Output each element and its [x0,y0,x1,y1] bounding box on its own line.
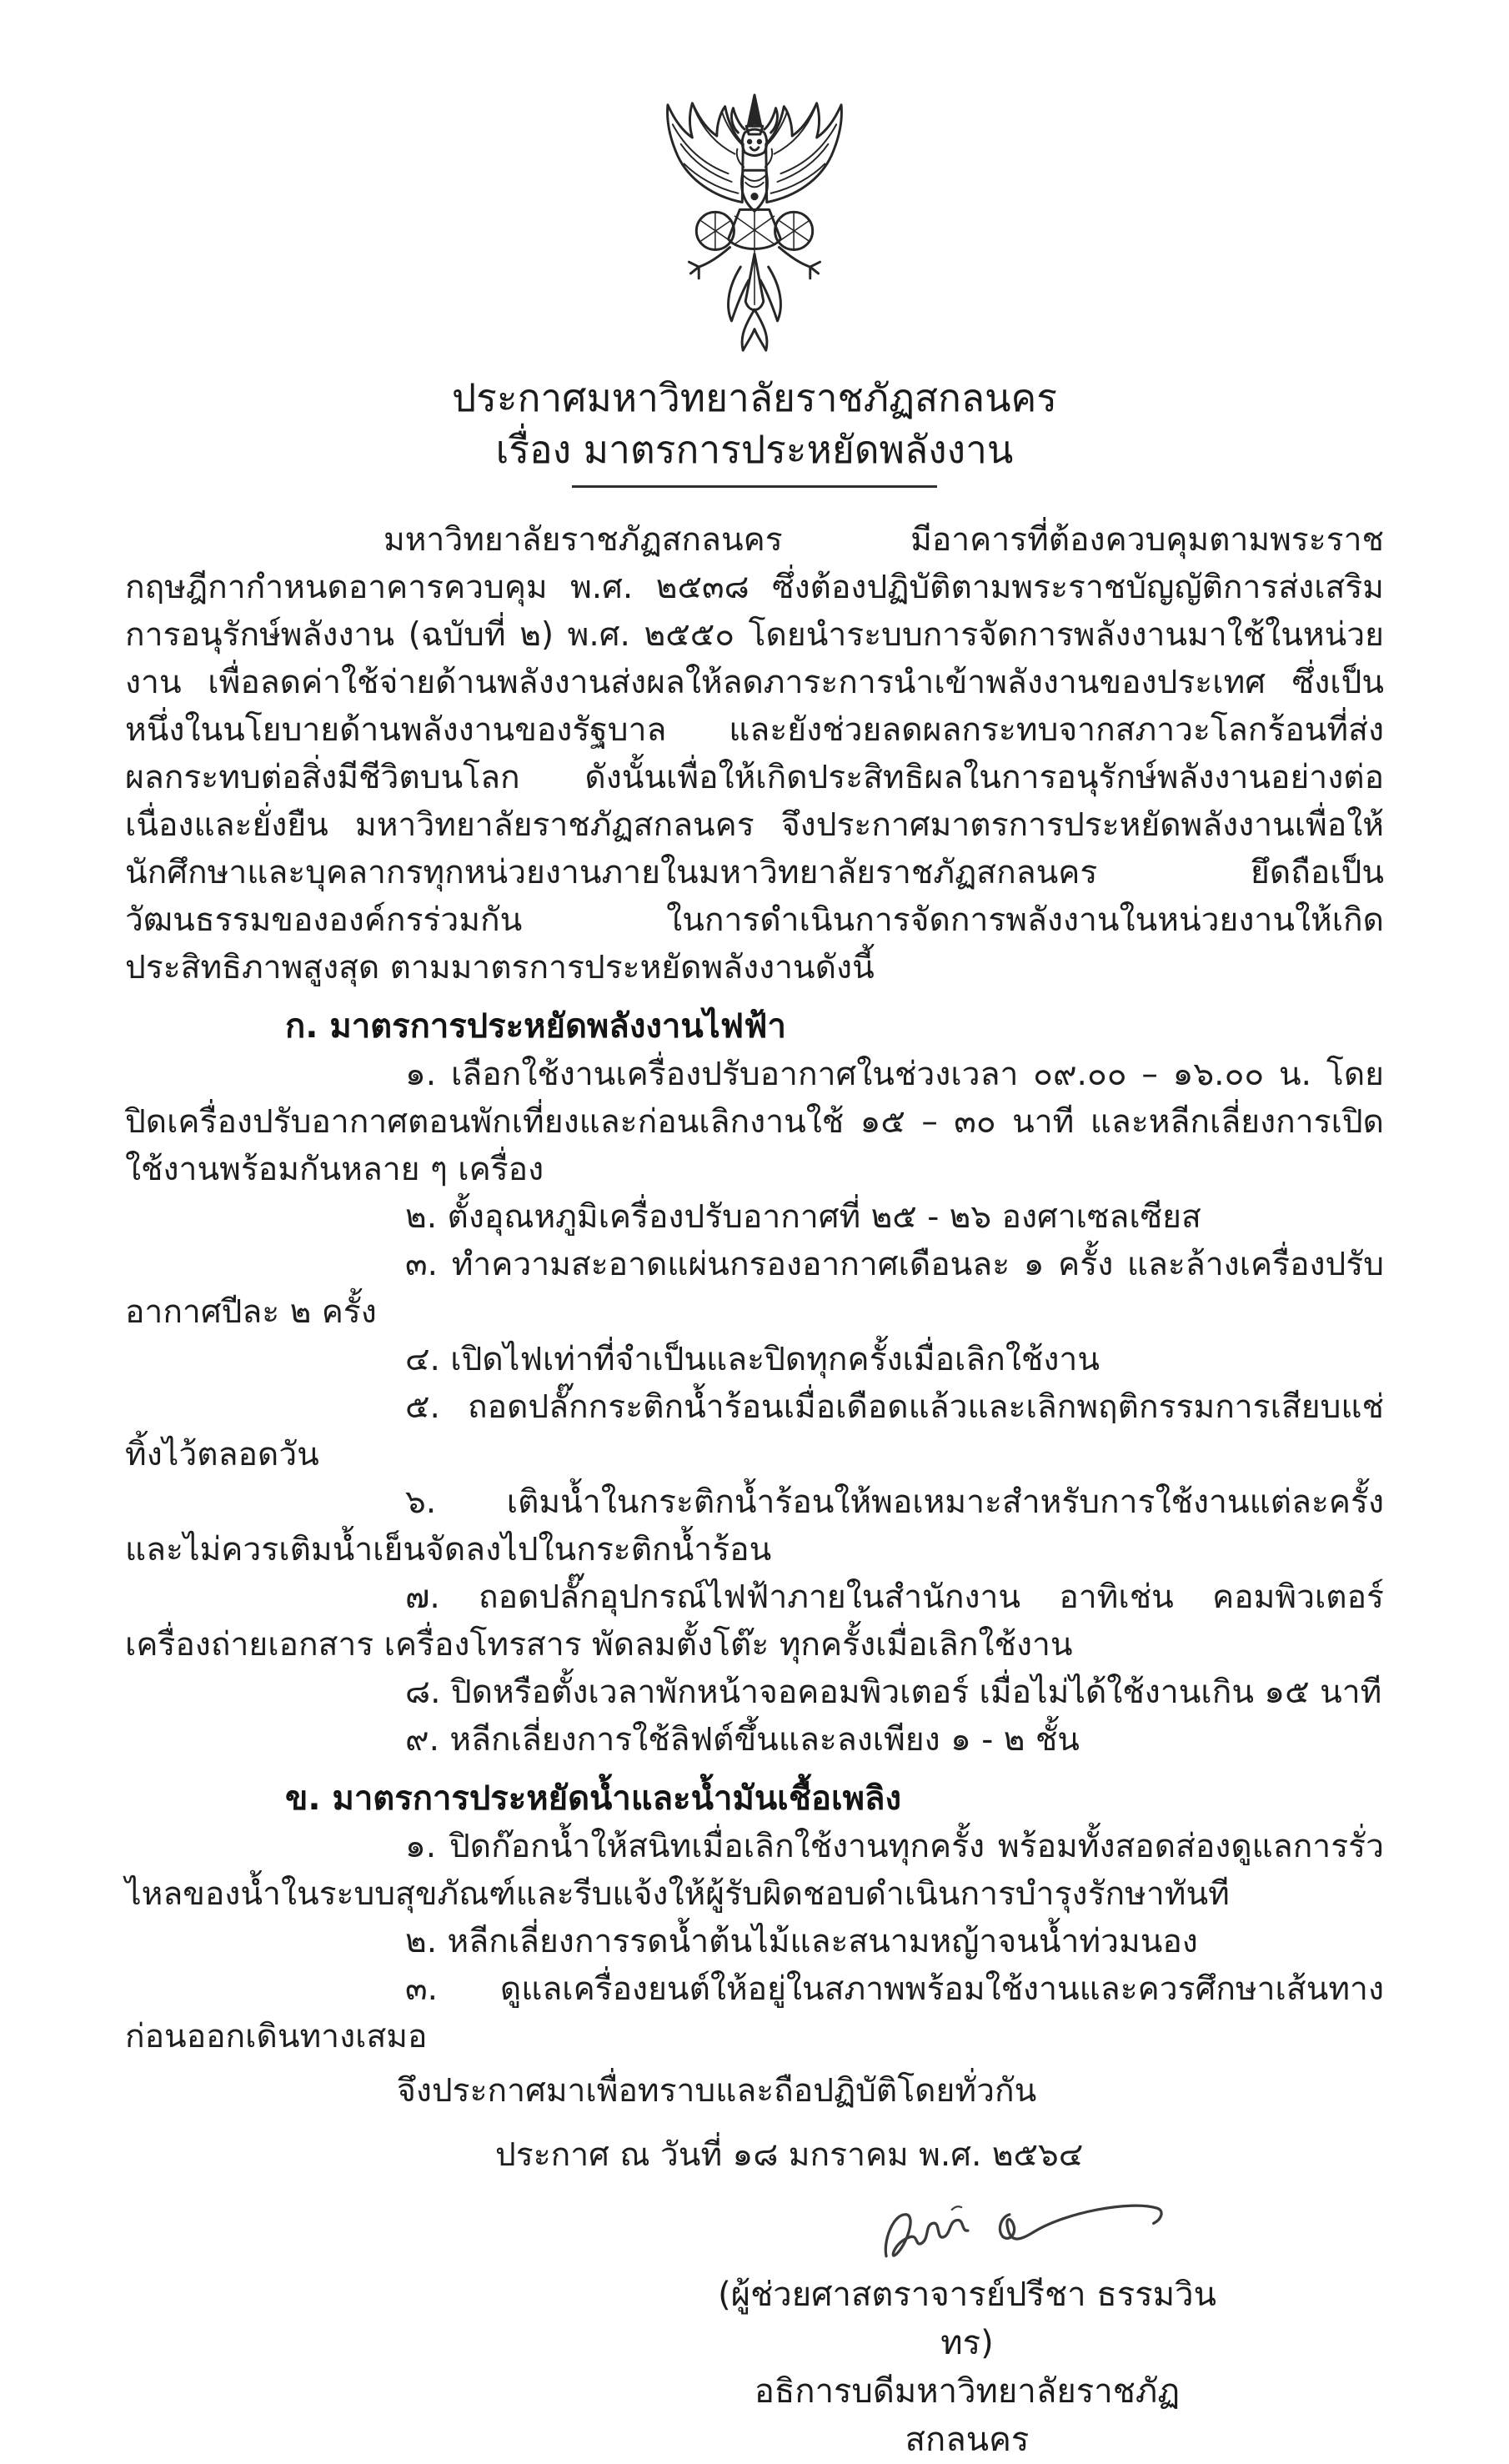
signature-block [715,2191,1219,2464]
measure-item-a7: ๗. ถอดปลั๊กอุปกรณ์ไฟฟ้าภายในสำนักงาน อาทิเช่น คอมพิวเตอร์ เครื่องถ่ายเอกสาร เครื่องโทรสาร พัดลมตั้งโต๊ะ ทุกครั้งเมื่อเลิกใช้งาน [125,1578,1384,1664]
title-block [0,372,1509,475]
measure-item-b1: ๑. ปิดก๊อกน้ำให้สนิทเมื่อเลิกใช้งานทุกครั้ง พร้อมทั้งสอดส่องดูแลการรั่วไหลของน้ำในระบบสุขภัณฑ์และรีบแจ้งให้ผู้รับผิดชอบดำเนินการบำรุงรักษาทันที [125,1828,1384,1913]
garuda-emblem [0,0,1509,360]
intro-paragraph: มหาวิทยาลัยราชภัฏสกลนคร มีอาคารที่ต้องควบคุมตามพระราชกฤษฎีกากำหนดอาคารควบคุม พ.ศ. ๒๕๓๘ ซึ่งต้องปฏิบัติตามพระราชบัญญัติการส่งเสริมการอนุรักษ์พลังงาน (ฉบับที่ ๒) พ.ศ. ๒๕๕๐ โดยนำระบบการจัดการพลังงานมาใช้ในหน่วยงาน เพื่อลดค่าใช้จ่ายด้านพลังงานส่งผลให้ลดภาระการนำเข้าพลังงานของประเทศ ซึ่งเป็นหนึ่งในนโยบายด้านพลังงานของรัฐบาล และยังช่วยลดผลกระทบจากสภาวะโลกร้อนที่ส่งผลกระทบต่อสิ่งมีชีวิตบนโลก ดังนั้นเพื่อให้เกิดประสิทธิผลในการอนุรักษ์พลังงานอย่างต่อเนื่องและยั่งยืน มหาวิทยาลัยราชภัฏสกลนคร จึงประกาศมาตรการประหยัดพลังงานเพื่อให้นักศึกษาและบุคลากรทุกหน่วยงานภายในมหาวิทยาลัยราชภัฏสกลนคร ยึดถือเป็นวัฒนธรรมขององค์กรร่วมกัน ในการดำเนินการจัดการพลังงานในหน่วยงานให้เกิดประสิทธิภาพสูงสุด ตามมาตรการประหยัดพลังงานดังนี้ [125,521,1384,986]
signature-ink [872,2191,1182,2271]
date-line: ประกาศ ณ วันที่ ๑๘ มกราคม พ.ศ. ๒๕๖๔ [495,2136,1084,2174]
title-divider [572,485,937,488]
measure-item-a3: ๓. ทำความสะอาดแผ่นกรองอากาศเดือนละ ๑ ครั้ง และล้างเครื่องปรับอากาศปีละ ๒ ครั้ง [125,1246,1384,1331]
signer-name: (ผู้ช่วยศาสตราจารย์ปรีชา ธรรมวินทร) [718,2276,1216,2362]
measure-item-a8: ๘. ปิดหรือตั้งเวลาพักหน้าจอคอมพิวเตอร์ เมื่อไม่ได้ใช้งานเกิน ๑๕ นาที [405,1674,1382,1711]
measure-item-a2: ๒. ตั้งอุณหภูมิเครื่องปรับอากาศที่ ๒๕ - ๒๖ องศาเซลเซียส [405,1198,1201,1236]
measure-item-a6: ๖. เติมน้ำในกระติกน้ำร้อนให้พอเหมาะสำหรับการใช้งานแต่ละครั้ง และไม่ควรเติมน้ำเย็นจัดลงไปในกระติกน้ำร้อน [125,1483,1384,1568]
measure-item-a9: ๙. หลีกเลี่ยงการใช้ลิฟต์ขึ้นและลงเพียง ๑ - ๒ ชั้น [405,1721,1080,1759]
measure-item-b3: ๓. ดูแลเครื่องยนต์ให้อยู่ในสภาพพร้อมใช้งานและควรศึกษาเส้นทางก่อนออกเดินทางเสมอ [125,1970,1384,2055]
garuda-emblem-icon [655,92,854,360]
signer-position: อธิการบดีมหาวิทยาลัยราชภัฏสกลนคร [754,2372,1181,2459]
measure-item-a1: ๑. เลือกใช้งานเครื่องปรับอากาศในช่วงเวลา ๐๙.๐๐ – ๑๖.๐๐ น. โดยปิดเครื่องปรับอากาศตอนพักเที่ยงและก่อนเลิกงานใช้ ๑๕ – ๓๐ นาที และหลีกเลี่ยงการเปิดใช้งานพร้อมกันหลาย ๆ เครื่อง [125,1056,1384,1188]
section-b-heading: ข. มาตรการประหยัดน้ำและน้ำมันเชื้อเพลิง [285,1779,902,1818]
announcement-title: ประกาศมหาวิทยาลัยราชภัฏสกลนคร [451,375,1058,420]
measure-item-b2: ๒. หลีกเลี่ยงการรดน้ำต้นไม้และสนามหญ้าจนน้ำท่วมนอง [405,1923,1198,1960]
measure-item-a5: ๕. ถอดปลั๊กกระติกน้ำร้อนเมื่อเดือดแล้วและเลิกพฤติกรรมการเสียบแช่ทิ้งไว้ตลอดวัน [125,1388,1384,1473]
announcement-subject: เรื่อง มาตรการประหยัดพลังงาน [495,427,1014,472]
closing-line: จึงประกาศมาเพื่อทราบและถือปฏิบัติโดยทั่วกัน [397,2072,1037,2110]
section-a-heading: ก. มาตรการประหยัดพลังงานไฟฟ้า [285,1007,786,1046]
measure-item-a4: ๔. เปิดไฟเท่าที่จำเป็นและปิดทุกครั้งเมื่อเลิกใช้งาน [405,1341,1100,1378]
document-body [0,516,1509,2179]
